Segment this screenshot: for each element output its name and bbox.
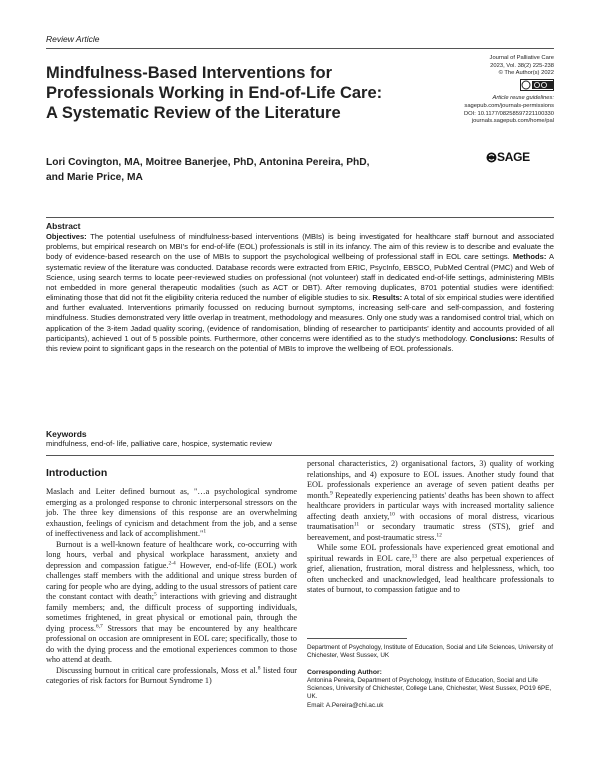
citation: 9 (329, 489, 333, 496)
affiliation-section (307, 644, 554, 710)
article-type-label: Review Article (46, 34, 100, 44)
department-affiliation: Department of Psychology, Institute of Education, Social and Life Sciences, University of Chichester, West Sussex, UK (307, 644, 553, 660)
body-column-right (307, 459, 554, 596)
author-list (46, 155, 426, 185)
body-column-left (46, 487, 297, 687)
conclusions-label: Conclusions: (469, 333, 518, 343)
intro-paragraph-3 (46, 666, 297, 687)
intro-r2a-text: While some EOL professionals have experienced great emotional and spiritual rewards in EOL care, (307, 543, 554, 563)
intro-r1a-text: personal characteristics, 2) organisational factors, 3) quality of working relationships, and 4) exposure to EOL issues. Another study found that EOL professionals experience an average of seven patient deaths per month. (307, 459, 554, 500)
intro-p3b-text: listed four categories of risk factors for Burnout Syndrome 1) (46, 665, 297, 685)
intro-r1d-text: or secondary traumatic stress (STS), grief and bereavement, and post-traumatic stress. (307, 522, 554, 542)
citation: 5 (154, 591, 157, 598)
title-line-2: Professionals Working in End-of-Life Care: (46, 84, 383, 102)
intro-p2c-text: interactions with grieving and distraught family members; and, the difficult process of supporting individuals, sometimes frightened, in great physical or emotional pain, through the dying process. (46, 592, 297, 633)
header-rule (46, 48, 554, 49)
intro-p2d-text: Stressors that may be encountered by any healthcare professional on occasion are omnipresent in EOL care; specifically, those to do with the dying process and the emotional experiences common to those who attend at death. (46, 623, 297, 664)
intro-r1b-text: Repeatedly experiencing patients' deaths has been shown to affect healthcare providers in particular ways with increased mortality salience affecting death anxiety, (307, 490, 554, 521)
citation: 10 (389, 510, 395, 517)
introduction-heading: Introduction (46, 467, 108, 479)
corresponding-author-details: Antonina Pereira, Department of Psychology, Institute of Education, Social and Life Sciences, University of Chichester, College Lane, Chichester, West Sussex, PO19 6PE, UK. (307, 676, 552, 701)
conclusions-text: Results of this review point to significant gaps in the research on the potential of MBIs to improve the wellbeing of EOL professionals. (46, 333, 554, 353)
abstract-rule (46, 217, 554, 218)
intro-paragraph-3-cont (307, 459, 554, 543)
intro-p2a-text: Burnout is a well-known feature of healthcare work, co-occurring with long hours, verbal and physical workplace harassment, anxiety and depression and compassion fatigue. (46, 539, 297, 570)
publisher-name: SAGE (497, 150, 530, 164)
intro-p2b-text: However, end-of-life (EOL) work challenges staff members with the additional and unique stress burden of caring for people who are dying, adding to the usual stressors of patient care the constant contact with death; (46, 560, 297, 601)
results-label: Results: (372, 293, 403, 303)
methods-text: A systematic review of the literature was conducted. Database records were extracted from ERIC, PsycInfo, EBSCO, PubMed Central (PMC) and Web of Science, using search terms to locate peer-reviewed studies on professional (not volunteer) staff in dedicated end-of-life settings, administering MBIs not embedded in more general therapeutic modalities (such as ACT or DBT). After removing duplicates, 8701 potential studies were identified: eliminating those that did not fit the eligibility criteria reduced the number of eligible studies to six. (46, 252, 555, 303)
intro-paragraph-2 (46, 540, 297, 666)
publisher-logo (486, 150, 530, 164)
objectives-label: Objectives: (46, 232, 87, 242)
journal-name: Journal of Palliative Care (489, 55, 554, 61)
objectives-text: The potential usefulness of mindfulness-based interventions (MBIs) is being investigated for healthcare staff burnout and associated problems, but empirical research on MBI's for end-of-life (EOL) professionals is still in its infancy. The aim of this review is to describe and evaluate the body of evidence-based research on the use of MBIs to support the psychological wellbeing of professional staff in EOL care settings. (46, 232, 554, 262)
citation: 12 (436, 531, 442, 538)
results-text: A total of six empirical studies were identified and further evaluated. Interventions primarily focussed on reducing burnout symptoms, increasing self-care and self-compassion, and fostering mindfulness. Studies demonstrated very little overlap in treatment, methodology and measures. Only one study was a randomised control trial, which on application of the 3-item Jadad quality scoring, (evidence of randomisation, blinding of researcher to participants' identity and accounts provided of all participants), achieved 1 out of 5 possible points. Furthermore, other concerns were identified as to the study's methodology. (46, 293, 555, 343)
keywords-section (46, 429, 554, 449)
title-line-1: Mindfulness-Based Interventions for (46, 64, 333, 82)
journal-meta (428, 55, 554, 126)
title-line-3: A Systematic Review of the Literature (46, 104, 341, 122)
journal-volume: 2023, Vol. 38(2) 225-238 (490, 62, 554, 69)
abstract-section (46, 221, 554, 354)
corresponding-author-heading: Corresponding Author: (307, 668, 382, 676)
methods-label: Methods: (512, 252, 547, 262)
doi-link[interactable]: DOI: 10.1177/08258597221100330 (463, 110, 554, 117)
keywords-text: mindfulness, end-of- life, palliative care, hospice, systematic review (46, 439, 272, 448)
keywords-rule (46, 455, 554, 456)
abstract-body (46, 232, 554, 354)
authors-line-1: Lori Covington, MA, Moitree Banerjee, PhD, Antonina Pereira, PhD, (46, 157, 370, 168)
citation: 6,7 (95, 622, 103, 629)
intro-paragraph-1 (46, 487, 297, 540)
affiliation-rule (307, 638, 407, 639)
cc-license-icon[interactable] (520, 79, 554, 91)
intro-p3a-text: Discussing burnout in critical care professionals, Moss et al. (56, 665, 258, 675)
citation: 2-4 (168, 559, 176, 566)
sage-logo-icon (486, 150, 497, 164)
authors-line-2: and Marie Price, MA (46, 172, 143, 183)
keywords-heading: Keywords (46, 429, 87, 439)
corresponding-author-email[interactable]: Email: A.Pereira@chi.ac.uk (307, 701, 384, 709)
article-title (46, 63, 416, 123)
reuse-label: Article reuse guidelines: (492, 95, 554, 102)
reuse-link[interactable]: sagepub.com/journals-permissions (464, 102, 554, 109)
intro-r2b-text: there are also perpetual experiences of grief, alienation, frustration, moral distress and helplessness, which, too often unchecked and unacknowledged, lead healthcare professionals to states of burnout, to compassion fatigue and to (307, 553, 554, 594)
citation: 13 (411, 552, 418, 559)
intro-paragraph-4 (307, 543, 554, 596)
citation: 1 (203, 528, 207, 535)
journal-home-link[interactable]: journals.sagepub.com/home/pal (471, 118, 554, 125)
citation: 8 (257, 664, 261, 671)
citation: 11 (353, 521, 360, 528)
copyright: © The Author(s) 2022 (498, 70, 554, 77)
intro-p1-text: Maslach and Leiter defined burnout as, "…a psychological syndrome emerging as a prolonged response to chronic interpersonal stressors on the job. The three key dimensions of this response are an overwhelming exhaustion, feelings of cynicism and detachment from the job, and a sense of ineffectiveness and lack of accomplishment." (46, 487, 297, 538)
intro-r1c-text: with occasions of moral distress, vicarious traumatisation (307, 511, 554, 531)
abstract-heading: Abstract (46, 221, 81, 231)
